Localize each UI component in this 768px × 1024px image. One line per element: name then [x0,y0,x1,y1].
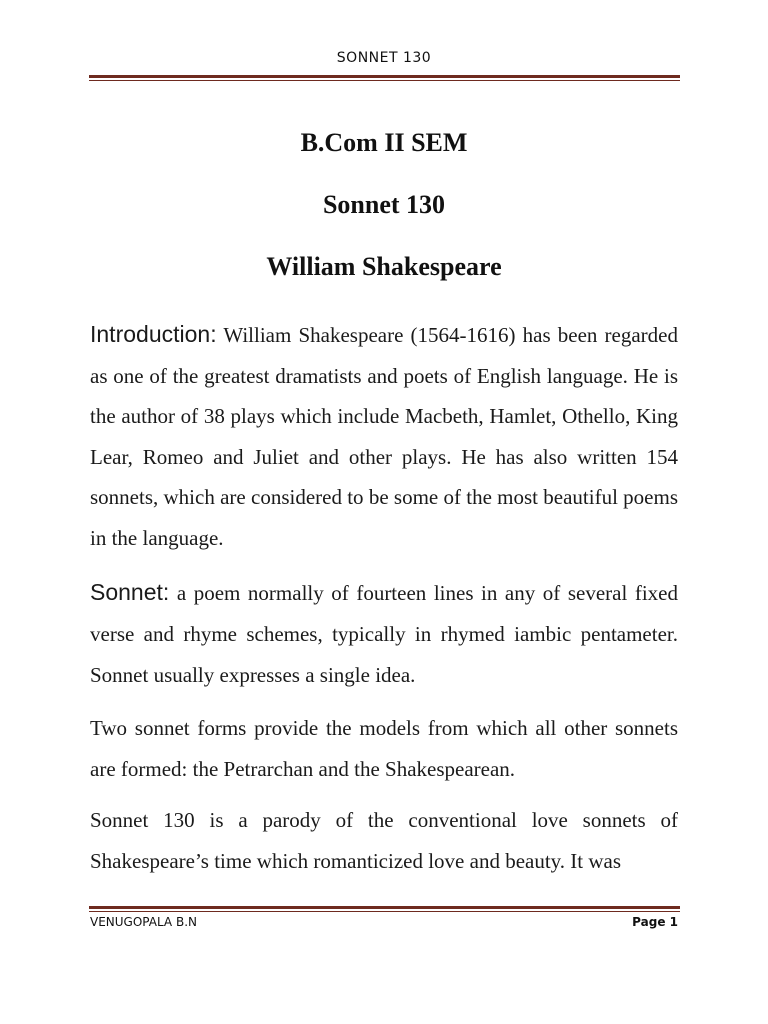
sonnet-definition-text: a poem normally of fourteen lines in any of several fixed verse and rhyme schemes, typically in rhymed iambic pentameter. Sonnet usually expresses a single idea. [90,581,678,687]
introduction-text: William Shakespeare (1564-1616) has been regarded as one of the greatest dramatists and poets of English language. He is the author of 38 plays which include Macbeth, Hamlet, Othello, King Lear, Romeo and Juliet and other plays. He has also written 154 sonnets, which are considered to be some of the most beautiful poems in the language. [90,323,678,550]
sonnet-130-paragraph: Sonnet 130 is a parody of the conventional love sonnets of Shakespeare’s time which romanticized love and beauty. It was [90,808,678,873]
header-rule-thick [89,75,680,78]
sonnet-forms-paragraph: Two sonnet forms provide the models from which all other sonnets are formed: the Petrarchan and the Shakespearean. [90,716,678,781]
author-heading: William Shakespeare [266,252,502,281]
sonnet-label: Sonnet: [90,579,170,605]
course-heading: B.Com II SEM [300,128,468,157]
introduction-label: Introduction: [90,321,217,347]
footer-page-number: Page 1 [632,915,678,929]
footer-author: VENUGOPALA B.N [90,915,197,929]
sonnet-definition-paragraph [90,572,678,696]
introduction-paragraph [90,314,678,558]
header-rule-thin [89,80,680,81]
footer-rule-thin [89,911,680,912]
poem-title-heading: Sonnet 130 [322,190,446,219]
running-header-title: SONNET 130 [336,50,432,66]
footer-rule-thick [89,906,680,909]
